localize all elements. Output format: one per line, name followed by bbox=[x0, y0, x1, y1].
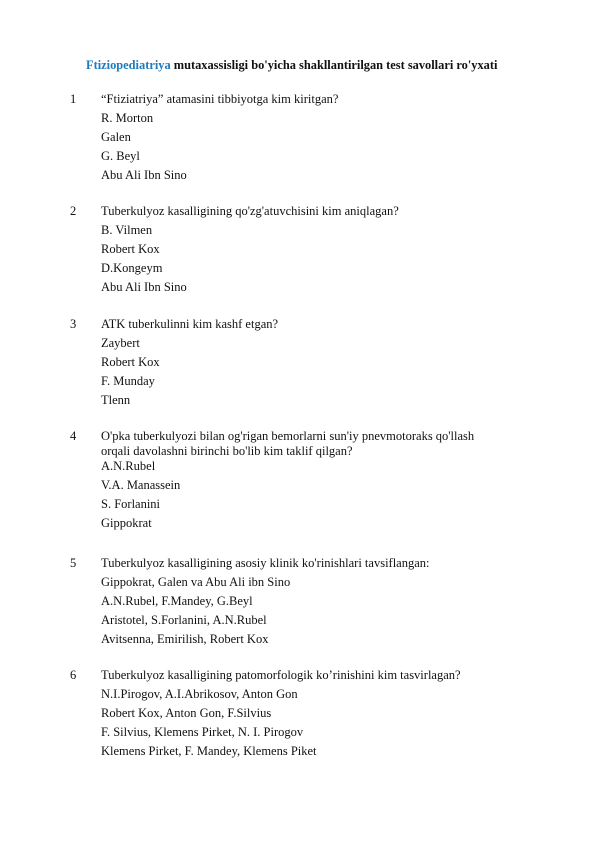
answer-option: B. Vilmen bbox=[101, 223, 153, 237]
answer-option: Abu Ali Ibn Sino bbox=[101, 280, 187, 294]
question-number: 3 bbox=[70, 317, 77, 331]
answer-option: Aristotel, S.Forlanini, A.N.Rubel bbox=[101, 613, 267, 627]
answer-option: S. Forlanini bbox=[101, 497, 161, 511]
answer-option: Gippokrat, Galen va Abu Ali ibn Sino bbox=[101, 575, 291, 589]
answer-option: A.N.Rubel bbox=[101, 459, 156, 473]
question-number: 6 bbox=[70, 668, 77, 682]
answer-list bbox=[101, 457, 541, 533]
answer-option: Robert Kox, Anton Gon, F.Silvius bbox=[101, 706, 272, 720]
answer-option: F. Silvius, Klemens Pirket, N. I. Pirogov bbox=[101, 725, 304, 739]
answer-option: Klemens Pirket, F. Mandey, Klemens Piket bbox=[101, 744, 317, 758]
question-number: 5 bbox=[70, 556, 77, 570]
answer-list bbox=[101, 334, 541, 410]
question-number: 1 bbox=[70, 92, 77, 106]
answer-list bbox=[101, 109, 541, 185]
answer-option: Robert Kox bbox=[101, 242, 160, 256]
answer-option: G. Beyl bbox=[101, 149, 140, 163]
answer-option: V.A. Manassein bbox=[101, 478, 181, 492]
answer-option: Galen bbox=[101, 130, 131, 144]
question-number: 4 bbox=[70, 429, 77, 443]
page-title bbox=[86, 57, 586, 73]
answer-option: D.Kongeym bbox=[101, 261, 163, 275]
question-text: Tuberkulyoz kasalligining asosiy klinik ko'rinishlari tavsiflangan: bbox=[101, 556, 430, 570]
title-rest: mutaxassisligi bo'yicha shakllantirilgan test savollari ro'yxati bbox=[170, 58, 498, 72]
answer-list bbox=[101, 685, 541, 761]
answer-option: N.I.Pirogov, A.I.Abrikosov, Anton Gon bbox=[101, 687, 298, 701]
question-text: ATK tuberkulinni kim kashf etgan? bbox=[101, 317, 279, 331]
answer-option: Gippokrat bbox=[101, 516, 152, 530]
title-accent: Ftiziopediatriya bbox=[86, 58, 171, 72]
answer-option: Tlenn bbox=[101, 393, 131, 407]
question-text: Tuberkulyoz kasalligining qo'zg'atuvchisini kim aniqlagan? bbox=[101, 204, 399, 218]
answer-list bbox=[101, 221, 541, 297]
answer-option: R. Morton bbox=[101, 111, 154, 125]
answer-option: Avitsenna, Emirilish, Robert Kox bbox=[101, 632, 269, 646]
question-text: Tuberkulyoz kasalligining patomorfologik ko’rinishini kim tasvirlagan? bbox=[101, 668, 461, 682]
answer-option: Robert Kox bbox=[101, 355, 160, 369]
answer-list bbox=[101, 573, 541, 649]
question-text bbox=[101, 427, 541, 459]
answer-option: Abu Ali Ibn Sino bbox=[101, 168, 187, 182]
question-text-line: orqali davolashni birinchi bo'lib kim taklif qilgan? bbox=[101, 444, 353, 458]
answer-option: Zaybert bbox=[101, 336, 140, 350]
question-number: 2 bbox=[70, 204, 77, 218]
question-text-line: O'pka tuberkulyozi bilan og'rigan bemorlarni sun'iy pnevmotoraks qo'llash bbox=[101, 429, 475, 443]
answer-option: F. Munday bbox=[101, 374, 155, 388]
question-text: “Ftiziatriya” atamasini tibbiyotga kim kiritgan? bbox=[101, 92, 339, 106]
answer-option: A.N.Rubel, F.Mandey, G.Beyl bbox=[101, 594, 253, 608]
